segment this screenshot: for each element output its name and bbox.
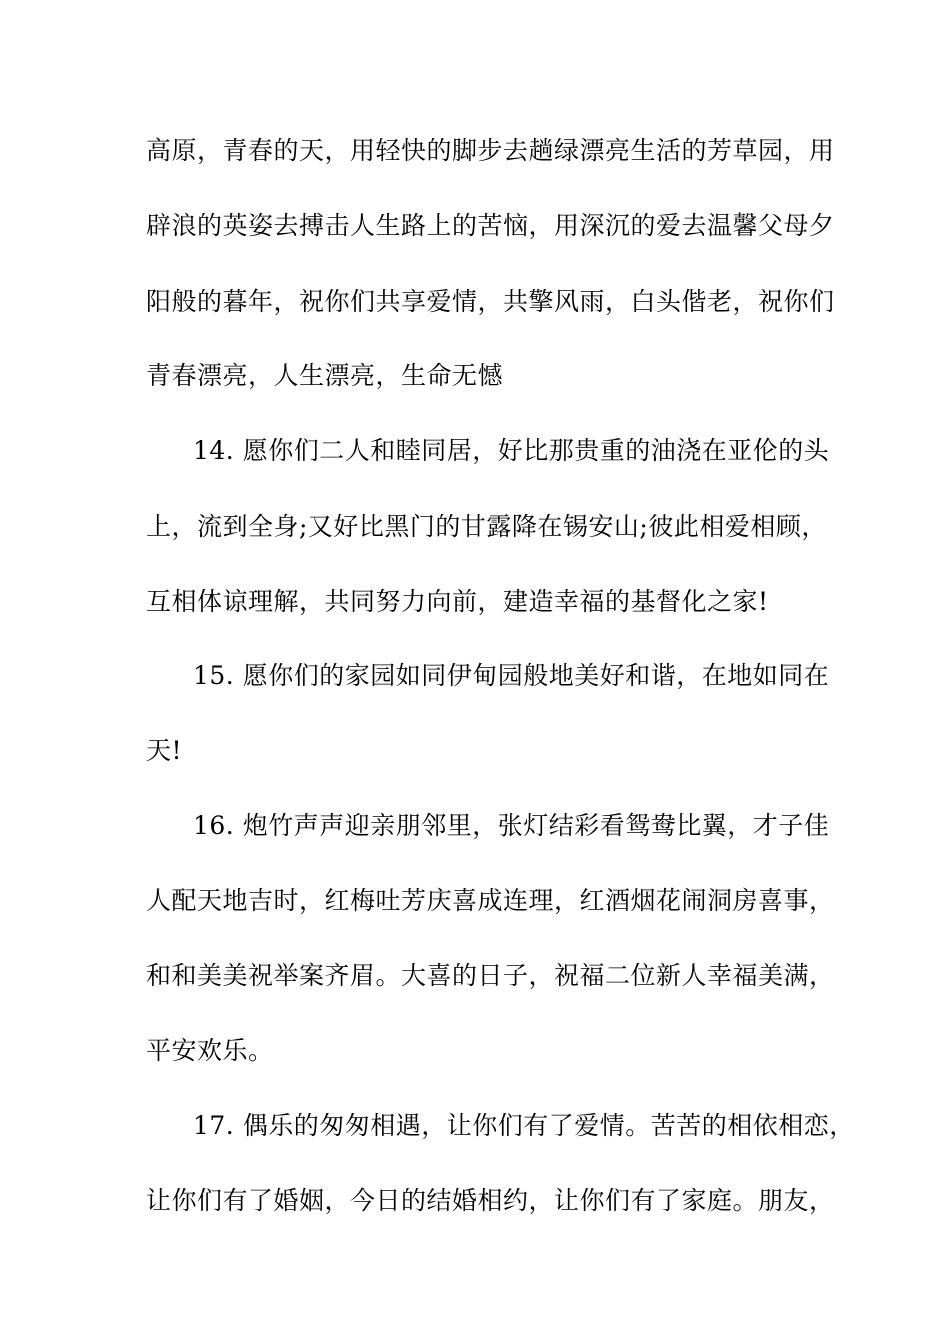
- text-line: 平安欢乐。: [146, 1036, 274, 1065]
- text-line: 青春漂亮，人生漂亮，生命无憾: [146, 361, 504, 390]
- text-line: 辟浪的英姿去搏击人生路上的苦恼，用深沉的爱去温馨父母夕: [146, 211, 835, 240]
- text-line: 让你们有了婚姻，今日的结婚相约，让你们有了家庭。朋友，: [146, 1186, 835, 1215]
- text-line: 人配天地吉时，红梅吐芳庆喜成连理，红酒烟花闹洞房喜事，: [146, 886, 835, 915]
- text-line-item-16: 16. 炮竹声声迎亲朋邻里，张灯结彩看鸳鸯比翼，才子佳: [193, 811, 830, 840]
- text-line: 和和美美祝举案齐眉。大喜的日子，祝福二位新人幸福美满，: [146, 961, 835, 990]
- text-line-item-14: 14. 愿你们二人和睦同居，好比那贵重的油浇在亚伦的头: [193, 436, 830, 465]
- text-line: 天!: [146, 736, 183, 765]
- text-line: 高原，青春的天，用轻快的脚步去趟绿漂亮生活的芳草园，用: [146, 136, 835, 165]
- text-line-item-17: 17. 偶乐的匆匆相遇，让你们有了爱情。苦苦的相依相恋，: [193, 1111, 855, 1140]
- text-line-item-15: 15. 愿你们的家园如同伊甸园般地美好和谐，在地如同在: [193, 661, 830, 690]
- text-line: 互相体谅理解，共同努力向前，建造幸福的基督化之家!: [146, 587, 769, 616]
- text-line: 上，流到全身;又好比黑门的甘露降在锡安山;彼此相爱相顾，: [146, 512, 827, 541]
- text-line: 阳般的暮年，祝你们共享爱情，共擎风雨，白头偕老，祝你们: [146, 287, 835, 316]
